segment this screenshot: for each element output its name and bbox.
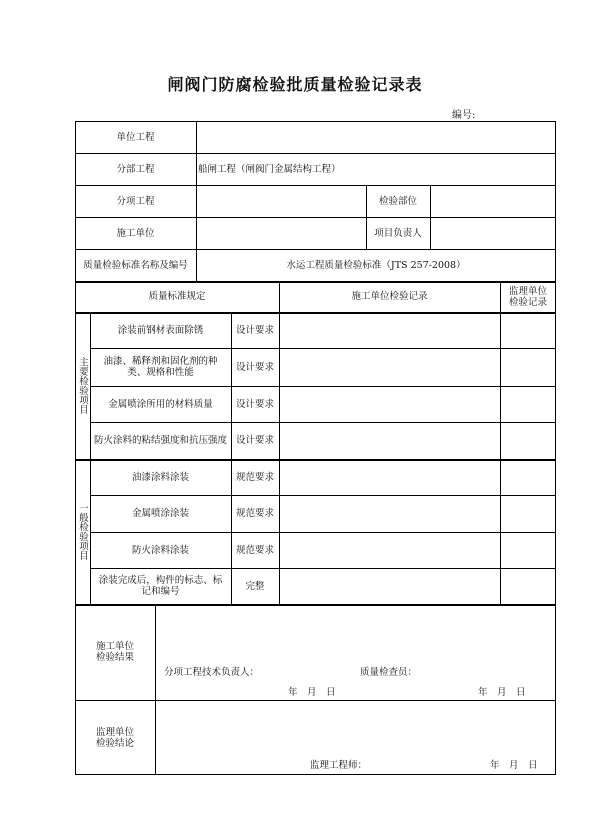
main-item-1: 涂装前钢材表面除锈 [117, 324, 204, 336]
general-item-4-req: 完整 [245, 580, 265, 592]
main-item-4-req: 设计要求 [235, 435, 274, 446]
general-item-3-req: 规范要求 [235, 544, 274, 556]
main-items-group-label: 主要检验项目 [77, 357, 88, 414]
tech-lead-signature-label: 分项工程技术负责人： [164, 667, 260, 678]
general-items-group-label: 一般检验项目 [77, 503, 88, 560]
main-item-3: 金属喷涂所用的材料质量 [108, 398, 213, 410]
inspection-part-label: 检验部位 [378, 195, 417, 207]
sub-project-value[interactable]: 船闸工程（闸阀门金属结构工程） [198, 163, 341, 175]
standard-value: 水运工程质量检验标准（JTS 257-2008） [286, 259, 466, 271]
main-item-2-req: 设计要求 [235, 361, 274, 373]
engineer-signature-label: 监理工程师： [310, 760, 368, 771]
standard-label: 质量检验标准名称及编号 [83, 259, 188, 271]
unit-project-label: 单位工程 [116, 131, 155, 143]
tech-lead-date: 年 月 日 [288, 687, 336, 698]
main-item-2: 油漆、稀释剂和固化剂的种类、规格和性能 [103, 356, 218, 378]
general-item-2: 金属喷涂涂装 [131, 508, 189, 519]
item-project-label: 分项工程 [116, 195, 155, 207]
general-item-2-req: 规范要求 [235, 508, 274, 519]
inspector-signature-label: 质量检查员： [360, 667, 418, 678]
quality-standard-header: 质量标准规定 [148, 291, 206, 302]
engineer-date: 年 月 日 [490, 760, 538, 771]
sub-project-label: 分部工程 [116, 163, 155, 175]
construction-record-header: 施工单位检验记录 [351, 291, 428, 302]
general-item-3: 防火涂料涂装 [131, 544, 189, 556]
supervision-result-label: 监理单位检验结论 [95, 726, 134, 749]
general-item-1: 油漆涂料涂装 [131, 471, 189, 483]
supervision-record-header: 监理单位检验记录 [508, 285, 547, 308]
general-item-4: 涂装完成后，构件的标志、标记和编号 [98, 575, 223, 597]
page-title: 闸阀门防腐检验批质量检验记录表 [167, 75, 423, 94]
construction-unit-label: 施工单位 [116, 227, 155, 239]
general-item-1-req: 规范要求 [235, 471, 274, 483]
project-manager-label: 项目负责人 [374, 227, 422, 239]
inspector-date: 年 月 日 [478, 687, 526, 698]
unit-project-value[interactable] [196, 121, 556, 153]
main-item-1-req: 设计要求 [235, 324, 274, 336]
construction-result-label: 施工单位检验结果 [95, 641, 134, 663]
main-item-4: 防火涂料的粘结强度和抗压强度 [93, 435, 227, 446]
document-number-label: 编号: [452, 110, 476, 121]
main-item-3-req: 设计要求 [235, 398, 274, 410]
